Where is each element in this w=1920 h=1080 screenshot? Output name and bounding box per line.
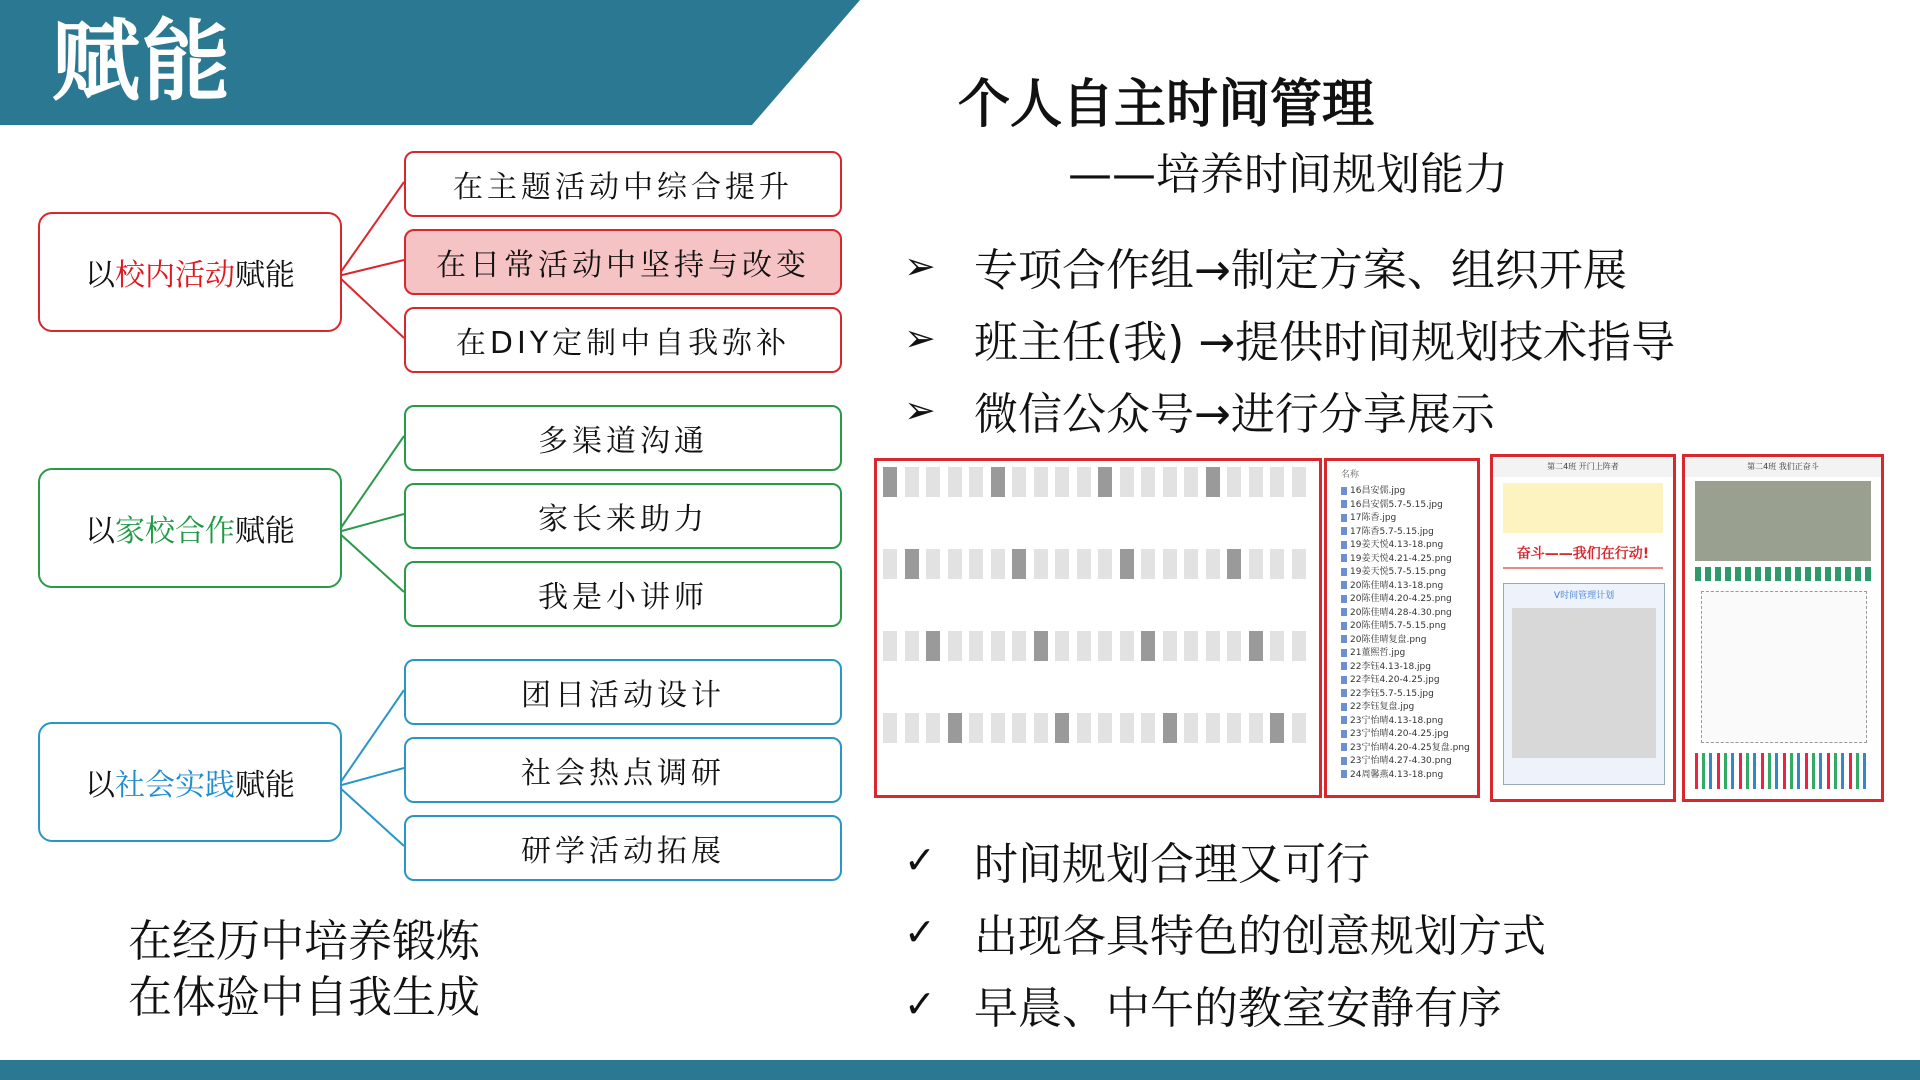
file-name: 19姜天悦4.13-18.png: [1350, 540, 1444, 550]
file-thumbnail: [1077, 467, 1091, 497]
category-suffix: 赋能: [235, 514, 295, 549]
file-list-item: [1341, 686, 1434, 699]
file-thumbnail: [1141, 713, 1155, 743]
file-name: 19姜天悦5.7-5.15.png: [1350, 567, 1447, 577]
file-thumbnail: [1227, 713, 1241, 743]
file-thumbnail: [1292, 631, 1306, 661]
category-prefix: 以: [85, 258, 115, 293]
file-list-item: [1341, 672, 1440, 685]
phone-header: 第二4班 我们正奋斗: [1685, 457, 1881, 477]
file-thumbnail: [969, 467, 983, 497]
file-icon: [1341, 662, 1347, 670]
file-list-item: [1341, 767, 1443, 780]
file-list-item: [1341, 618, 1446, 631]
bullet-text: 班主任(我) →提供时间规划技术指导: [974, 317, 1676, 368]
file-thumbnail: [1249, 713, 1263, 743]
item-diy-custom: 在DIY定制中自我弥补: [404, 307, 842, 373]
item-study-trip: 研学活动拓展: [404, 815, 842, 881]
file-thumbnail: [1034, 549, 1048, 579]
file-thumbnail: [1077, 631, 1091, 661]
file-thumbnail: [969, 713, 983, 743]
file-name: 17陈香5.7-5.15.jpg: [1350, 526, 1434, 537]
file-name: 23宁怡晴4.27-4.30.png: [1350, 756, 1452, 766]
check-bullet: [904, 900, 1546, 964]
file-icon: [1341, 703, 1347, 711]
check-icon: ✓: [904, 910, 936, 954]
file-thumbnail: [948, 631, 962, 661]
handwritten-plan-photo: [1512, 608, 1656, 758]
file-list-item: [1341, 564, 1446, 577]
file-icon: [1341, 595, 1347, 603]
arrow-bullet: [904, 378, 1495, 442]
file-thumbnail: [991, 713, 1005, 743]
file-thumbnail: [1292, 549, 1306, 579]
item-parents-help: 家长来助力: [404, 483, 842, 549]
file-thumbnail: [926, 549, 940, 579]
file-thumbnail: [1292, 713, 1306, 743]
file-thumbnail: [1012, 713, 1026, 743]
file-list-item: [1341, 753, 1452, 766]
check-bullet: [904, 828, 1370, 892]
file-thumbnail: [1012, 467, 1026, 497]
file-list-item: [1341, 659, 1431, 672]
file-thumbnail: [1206, 467, 1220, 497]
file-thumbnail: [1163, 549, 1177, 579]
file-thumbnail: [1055, 467, 1069, 497]
file-thumbnail: [1012, 631, 1026, 661]
classroom-photo: [1695, 481, 1871, 561]
file-name: 20陈佳晴复盘.png: [1350, 634, 1427, 645]
file-thumbnail: [948, 549, 962, 579]
check-icon: ✓: [904, 982, 936, 1026]
category-social-practice: [38, 722, 342, 842]
item-league-day: 团日活动设计: [404, 659, 842, 725]
file-thumbnail: [1206, 631, 1220, 661]
file-name: 16昌安儒5.7-5.15.jpg: [1350, 499, 1443, 510]
conclusion-line: 在经历中培养锻炼: [128, 916, 480, 967]
file-list-item: [1341, 578, 1443, 591]
phone-slogan: 奋斗——我们在行动!: [1516, 546, 1650, 562]
file-list-item: [1341, 699, 1414, 712]
file-icon: [1341, 514, 1347, 522]
category-school-activities: [38, 212, 342, 332]
file-thumbnail: [1098, 549, 1112, 579]
category-highlight: 校内活动: [115, 258, 235, 293]
file-thumbnail: [1098, 713, 1112, 743]
file-thumbnail: [1270, 467, 1284, 497]
arrow-bullet-icon: ➢: [904, 244, 936, 288]
file-thumbnail: [1184, 713, 1198, 743]
file-list-item: [1341, 726, 1449, 739]
screenshot-phone-post-1: [1490, 454, 1676, 802]
file-thumbnail: [926, 467, 940, 497]
file-thumbnail: [883, 467, 897, 497]
file-thumbnail: [1249, 549, 1263, 579]
bullet-text: 时间规划合理又可行: [974, 839, 1370, 890]
file-thumbnail: [948, 467, 962, 497]
file-thumbnail: [1012, 549, 1026, 579]
file-thumbnail: [926, 713, 940, 743]
file-thumbnail: [883, 549, 897, 579]
category-suffix: 赋能: [235, 768, 295, 803]
file-thumbnail: [991, 467, 1005, 497]
file-icon: [1341, 716, 1347, 724]
category-highlight: 社会实践: [115, 768, 235, 803]
file-icon: [1341, 649, 1347, 657]
file-list-item: [1341, 632, 1426, 645]
conclusion-text: [128, 914, 480, 1026]
file-icon: [1341, 730, 1347, 738]
file-thumbnail: [905, 467, 919, 497]
file-name: 20陈佳晴4.20-4.25.png: [1350, 594, 1452, 604]
screenshot-file-list: [1324, 458, 1480, 798]
file-icon: [1341, 541, 1347, 549]
file-thumbnail: [1098, 467, 1112, 497]
file-thumbnail: [1077, 549, 1091, 579]
file-thumbnail: [883, 713, 897, 743]
pencil-decoration: [1695, 753, 1871, 789]
bullet-text: 出现各具特色的创意规划方式: [974, 911, 1546, 962]
file-thumbnail: [1206, 713, 1220, 743]
file-thumbnail: [1141, 467, 1155, 497]
file-list-item: [1341, 605, 1452, 618]
bullet-text: 专项合作组→制定方案、组织开展: [974, 245, 1627, 296]
phone-divider: [1503, 567, 1663, 569]
file-thumbnail: [1206, 549, 1220, 579]
file-name: 16昌安儒.jpg: [1350, 486, 1406, 496]
file-thumbnail: [1249, 631, 1263, 661]
file-icon: [1341, 487, 1347, 495]
file-thumbnail: [1034, 631, 1048, 661]
file-thumbnail: [1227, 467, 1241, 497]
file-thumbnail: [1077, 713, 1091, 743]
phone-schedule-title: V时间管理计划: [1553, 591, 1615, 601]
file-icon: [1341, 581, 1347, 589]
file-thumbnail: [1055, 631, 1069, 661]
file-name: 24周馨燕4.13-18.png: [1350, 769, 1444, 780]
file-thumbnail: [1249, 467, 1263, 497]
phone-header: 第二4班 开门上阵者: [1493, 457, 1673, 477]
file-thumbnail: [1120, 549, 1134, 579]
page-title: 赋能: [52, 10, 233, 113]
section-title: 个人自主时间管理: [958, 75, 1375, 135]
phone-schedule-image: [1503, 583, 1665, 785]
plan-sheet: [1701, 591, 1867, 743]
section-subtitle: ——培养时间规划能力: [1068, 149, 1508, 200]
file-thumbnail: [969, 549, 983, 579]
file-thumbnail: [1270, 631, 1284, 661]
file-thumbnail: [991, 549, 1005, 579]
check-icon: ✓: [904, 838, 936, 882]
file-thumbnail: [1098, 631, 1112, 661]
bullet-text: 微信公众号→进行分享展示: [974, 389, 1495, 440]
file-thumbnail: [1270, 713, 1284, 743]
file-thumbnail: [926, 631, 940, 661]
file-thumbnail: [883, 631, 897, 661]
file-list-item: [1341, 483, 1405, 496]
file-thumbnail: [1034, 713, 1048, 743]
file-icon: [1341, 527, 1347, 535]
screenshot-file-grid: [874, 458, 1322, 798]
file-icon: [1341, 743, 1347, 751]
file-name: 20陈佳晴5.7-5.15.png: [1350, 621, 1447, 631]
file-icon: [1341, 770, 1347, 778]
file-list-item: [1341, 510, 1396, 523]
category-home-school: [38, 468, 342, 588]
file-list-item: [1341, 524, 1434, 537]
file-list-item: [1341, 740, 1470, 753]
item-little-lecturer: 我是小讲师: [404, 561, 842, 627]
file-name: 17陈香.jpg: [1350, 513, 1397, 523]
file-thumbnail: [1034, 467, 1048, 497]
category-prefix: 以: [85, 768, 115, 803]
file-thumbnail: [1120, 467, 1134, 497]
file-thumbnail: [1227, 631, 1241, 661]
arrow-bullet-icon: ➢: [904, 388, 936, 432]
file-icon: [1341, 554, 1347, 562]
file-icon: [1341, 757, 1347, 765]
arrow-bullet: [904, 234, 1627, 298]
file-icon: [1341, 635, 1347, 643]
file-name: 22李钰4.20-4.25.jpg: [1350, 675, 1440, 685]
file-thumbnail: [1227, 549, 1241, 579]
file-icon: [1341, 676, 1347, 684]
file-thumbnail: [1120, 713, 1134, 743]
file-thumbnail: [1184, 631, 1198, 661]
file-thumbnail: [1141, 549, 1155, 579]
bullet-text: 早晨、中午的教室安静有序: [974, 983, 1502, 1034]
file-name: 23宁怡晴4.13-18.png: [1350, 715, 1444, 726]
screenshot-phone-post-2: [1682, 454, 1884, 802]
file-thumbnail: [905, 713, 919, 743]
file-list-item: [1341, 591, 1452, 604]
phone-banner-graphic: [1503, 483, 1663, 533]
file-list-item: [1341, 645, 1405, 658]
decorative-border: [1695, 567, 1871, 581]
conclusion-line: 在体验中自我生成: [128, 972, 480, 1023]
file-icon: [1341, 608, 1347, 616]
file-thumbnail: [905, 631, 919, 661]
file-thumbnail: [1292, 467, 1306, 497]
file-thumbnail: [1141, 631, 1155, 661]
file-thumbnail: [1163, 631, 1177, 661]
file-list-item: [1341, 537, 1443, 550]
item-hot-topic-research: 社会热点调研: [404, 737, 842, 803]
file-list-item: [1341, 713, 1443, 726]
file-list-item: [1341, 551, 1452, 564]
file-thumbnail: [1184, 467, 1198, 497]
arrow-bullet-icon: ➢: [904, 316, 936, 360]
file-name: 22李钰5.7-5.15.jpg: [1350, 688, 1434, 699]
file-thumbnail: [1163, 467, 1177, 497]
item-daily-activities: 在日常活动中坚持与改变: [404, 229, 842, 295]
arrow-bullet: [904, 306, 1675, 370]
file-name: 20陈佳晴4.28-4.30.png: [1350, 607, 1452, 618]
item-theme-activities: 在主题活动中综合提升: [404, 151, 842, 217]
item-multi-channel: 多渠道沟通: [404, 405, 842, 471]
file-name: 23宁怡晴4.20-4.25.jpg: [1350, 729, 1449, 739]
file-thumbnail: [1184, 549, 1198, 579]
file-thumbnail: [969, 631, 983, 661]
file-name: 22李钰复盘.jpg: [1350, 702, 1415, 712]
footer-bar: [0, 1060, 1920, 1080]
file-thumbnail: [1120, 631, 1134, 661]
file-thumbnail: [1270, 549, 1284, 579]
file-icon: [1341, 622, 1347, 630]
file-icon: [1341, 500, 1347, 508]
file-thumbnail: [1055, 549, 1069, 579]
file-thumbnail: [905, 549, 919, 579]
file-name: 20陈佳晴4.13-18.png: [1350, 580, 1444, 591]
file-icon: [1341, 568, 1347, 576]
file-thumbnail: [1163, 713, 1177, 743]
file-list-item: [1341, 497, 1443, 510]
file-thumbnail: [948, 713, 962, 743]
file-name: 21董熙哲.jpg: [1350, 648, 1406, 658]
category-prefix: 以: [85, 514, 115, 549]
file-thumbnail: [1055, 713, 1069, 743]
file-name: 23宁怡晴4.20-4.25复盘.png: [1350, 742, 1470, 753]
category-suffix: 赋能: [235, 258, 295, 293]
file-thumbnail: [991, 631, 1005, 661]
category-highlight: 家校合作: [115, 514, 235, 549]
file-name: 22李钰4.13-18.jpg: [1350, 661, 1431, 672]
file-list-header: 名称: [1341, 470, 1360, 480]
file-name: 19姜天悦4.21-4.25.png: [1350, 553, 1452, 564]
file-icon: [1341, 689, 1347, 697]
check-bullet: [904, 972, 1502, 1036]
